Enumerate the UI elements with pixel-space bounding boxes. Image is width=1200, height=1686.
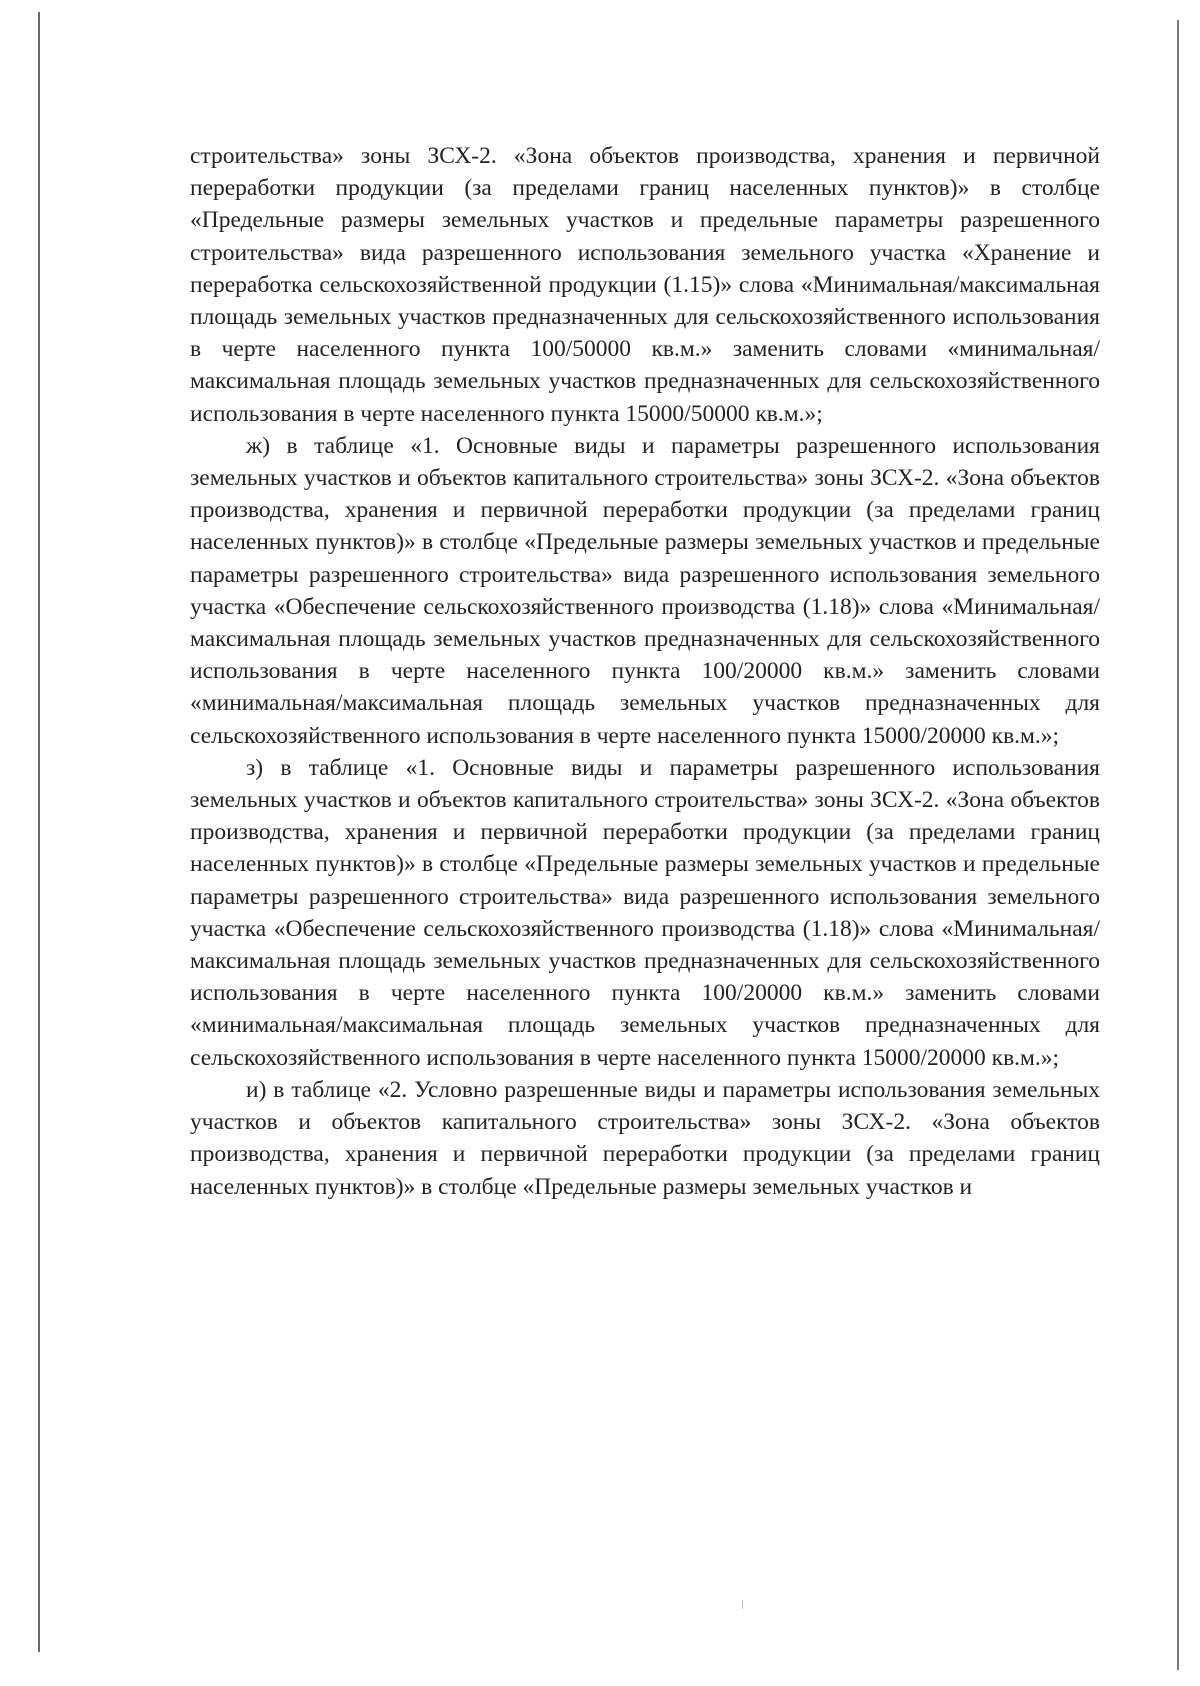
- scan-left-edge: [38, 12, 40, 1652]
- paragraph-item-i: и) в таблице «2. Условно разрешенные виды и параметры использования земельных участков и объектов капитального строительства» зоны ЗСХ-2. «Зона объектов производства, хранения и первичной переработки продукции (за пределами границ населенных пунктов)» в столбце «Предельные размеры земельных участков и: [190, 1076, 1100, 1200]
- document-body: [190, 140, 1100, 1203]
- scan-right-edge: [1177, 20, 1179, 1670]
- scan-artifact: [742, 1600, 743, 1609]
- paragraph-item-z: з) в таблице «1. Основные виды и параметры разрешенного использования земельных участков и объектов капитального строительства» зоны ЗСХ-2. «Зона объектов производства, хранения и первичной переработки продукции (за пределами границ населенных пунктов)» в столбце «Предельные размеры земельных участков и предельные параметры разрешенного строительства» вида разрешенного использования земельного участка «Обеспечение сельскохозяйственного производства (1.18)» слова «Минимальная/максимальная площадь земельных участков предназначенных для сельскохозяйственного использования в черте населенного пункта 100/20000 кв.м.» заменить словами «минимальная/максимальная площадь земельных участков предназначенных для сельскохозяйственного использования в черте населенного пункта 15000/20000 кв.м.»;: [190, 754, 1100, 1071]
- paragraph-item-zh: ж) в таблице «1. Основные виды и параметры разрешенного использования земельных участков и объектов капитального строительства» зоны ЗСХ-2. «Зона объектов производства, хранения и первичной переработки продукции (за пределами границ населенных пунктов)» в столбце «Предельные размеры земельных участков и предельные параметры разрешенного строительства» вида разрешенного использования земельного участка «Обеспечение сельскохозяйственного производства (1.18)» слова «Минимальная/максимальная площадь земельных участков предназначенных для сельскохозяйственного использования в черте населенного пункта 100/20000 кв.м.» заменить словами «минимальная/максимальная площадь земельных участков предназначенных для сельскохозяйственного использования в черте населенного пункта 15000/20000 кв.м.»;: [190, 432, 1100, 749]
- paragraph-continuation: строительства» зоны ЗСХ-2. «Зона объектов производства, хранения и первичной переработки продукции (за пределами границ населенных пунктов)» в столбце «Предельные размеры земельных участков и предельные параметры разрешенного строительства» вида разрешенного использования земельного участка «Хранение и переработка сельскохозяйственной продукции (1.15)» слова «Минимальная/максимальная площадь земельных участков предназначенных для сельскохозяйственного использования в черте населенного пункта 100/50000 кв.м.» заменить словами «минимальная/максимальная площадь земельных участков предназначенных для сельскохозяйственного использования в черте населенного пункта 15000/50000 кв.м.»;: [190, 143, 1100, 427]
